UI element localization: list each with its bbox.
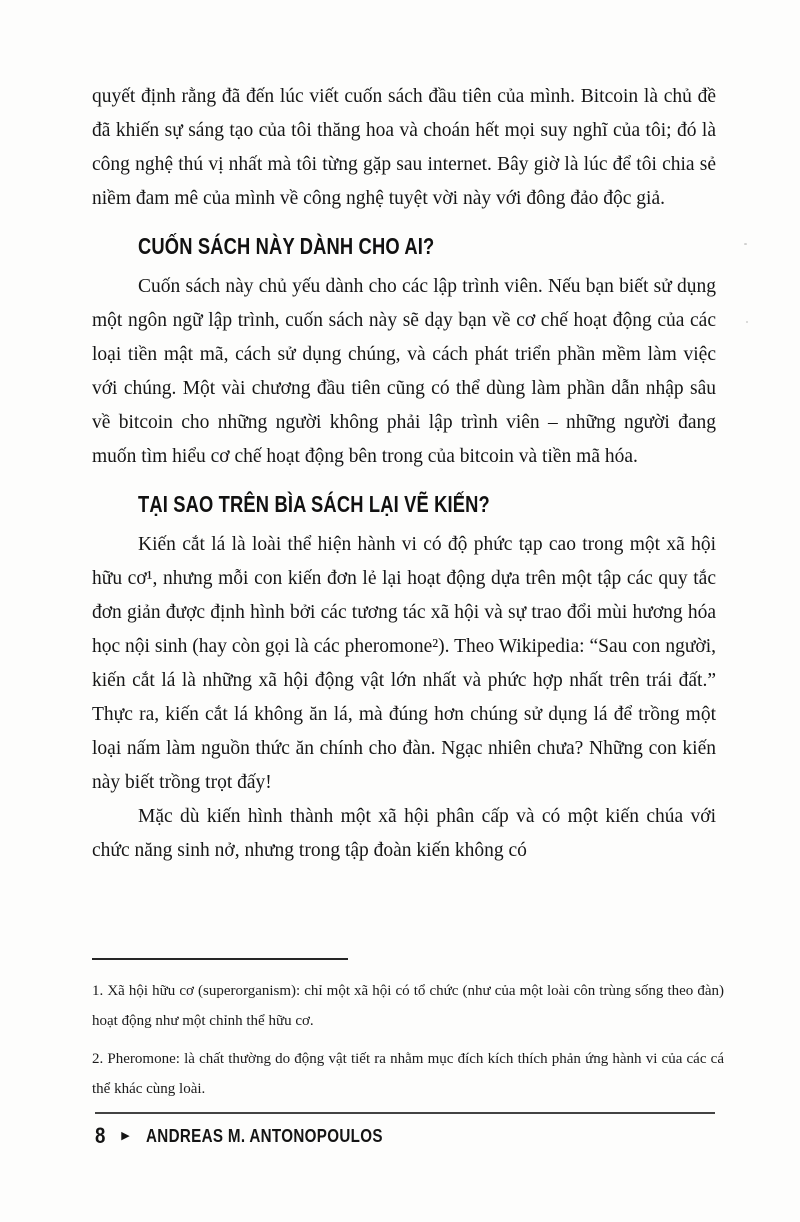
intro-paragraph: quyết định rằng đã đến lúc viết cuốn sách đầu tiên của mình. Bitcoin là chủ đề đã khiến sự sáng tạo của tôi thăng hoa và choán hết mọi suy nghĩ của tôi; đó là công nghệ thú vị nhất mà tôi từng gặp sau internet. Bây giờ là lúc để tôi chia sẻ niềm đam mê của mình về công nghệ tuyệt vời này với đông đảo độc giả.	[92, 86, 716, 209]
footnote-separator-rule	[92, 958, 348, 960]
paragraph: Cuốn sách này chủ yếu dành cho các lập trình viên. Nếu bạn biết sử dụng một ngôn ngữ lập trình, cuốn sách này sẽ dạy bạn về cơ chế hoạt động của các loại tiền mật mã, cách sử dụng chúng, và cách phát triển phần mềm làm việc với chúng. Một vài chương đầu tiên cũng có thể dùng làm phần dẫn nhập sâu về bitcoin cho những người không phải lập trình viên – những người đang muốn tìm hiểu cơ chế hoạt động bên trong của bitcoin và tiền mã hóa.	[92, 276, 716, 467]
author-name: ANDREAS M. ANTONOPOULOS	[145, 1125, 383, 1146]
footnote-1: 1. Xã hội hữu cơ (superorganism): chỉ một xã hội có tổ chức (như của một loài côn trùng sống theo đàn) hoạt động như một chỉnh thể hữu cơ.	[92, 983, 724, 1029]
footer-row	[95, 1123, 715, 1149]
footnotes-block	[92, 958, 724, 1112]
page-body	[92, 80, 716, 868]
section-heading-who-is-this-book-for	[138, 233, 716, 260]
scan-speck	[746, 321, 748, 323]
section-heading-why-ants-on-cover	[138, 491, 716, 518]
footnote-2: 2. Pheromone: là chất thường do động vật tiết ra nhằm mục đích kích thích phản ứng hành vi của các cá thể khác cùng loài.	[92, 1051, 724, 1097]
section-heading-label: TẠI SAO TRÊN BÌA SÁCH LẠI VẼ KIẾN?	[138, 491, 490, 517]
paragraph: Kiến cắt lá là loài thể hiện hành vi có độ phức tạp cao trong một xã hội hữu cơ¹, nhưng mỗi con kiến đơn lẻ lại hoạt động dựa trên một tập các quy tắc đơn giản được định hình bởi các tương tác xã hội và sự trao đổi mùi hương hóa học nội sinh (hay còn gọi là các pheromone²). Theo Wikipedia: “Sau con người, kiến cắt lá là những xã hội động vật lớn nhất và phức hợp nhất trên trái đất.” Thực ra, kiến cắt lá không ăn lá, mà đúng hơn chúng sử dụng lá để trồng một loại nấm làm nguồn thức ăn chính cho đàn. Ngạc nhiên chưa? Những con kiến này biết trồng trọt đấy!	[92, 534, 716, 793]
scan-speck	[489, 548, 492, 550]
paragraph: Mặc dù kiến hình thành một xã hội phân cấp và có một kiến chúa với chức năng sinh nở, nhưng trong tập đoàn kiến không có	[92, 806, 716, 861]
section-heading-label: CUỐN SÁCH NÀY DÀNH CHO AI?	[138, 233, 435, 259]
scan-speck	[744, 243, 747, 245]
page-number: 8	[95, 1123, 106, 1148]
arrow-icon: ▶	[121, 1130, 130, 1142]
page-footer	[95, 1112, 715, 1149]
